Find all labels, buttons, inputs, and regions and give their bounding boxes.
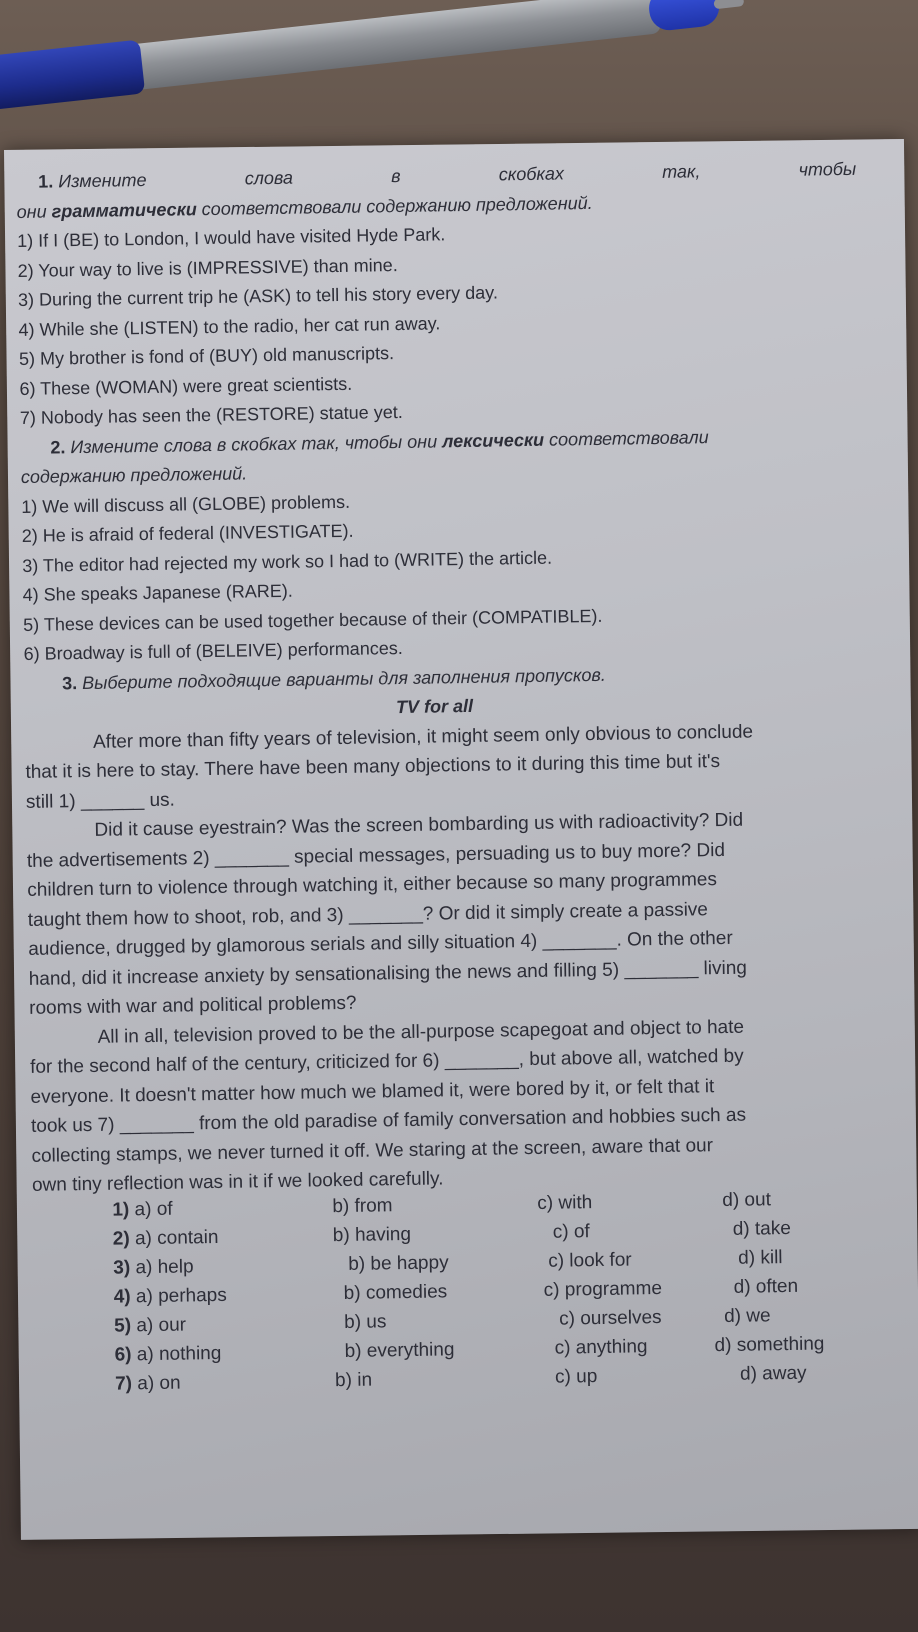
- text-line: for the second half of the century, criticized for 6) _______, but above all, watched by: [29, 1045, 744, 1078]
- worksheet-text: [16, 154, 915, 1403]
- option-a-text: a) help: [135, 1255, 194, 1278]
- ex1-heading-word: Измените: [58, 169, 147, 192]
- ex2-heading-line2: содержанию предложений.: [20, 463, 248, 487]
- text-line: All in all, television proved to be the all-purpose scapegoat and object to hate: [97, 1016, 745, 1048]
- pen-tip: [713, 0, 744, 9]
- ex1-item: 6) These (WOMAN) were great scientists.: [19, 373, 353, 399]
- text-line: took us 7) _______ from the old paradise of family conversation and hobbies such as: [30, 1104, 747, 1137]
- ex1-item: 3) During the current trip he (ASK) to tell his story every day.: [17, 282, 499, 310]
- ex1-item: 4) While she (LISTEN) to the radio, her cat run away.: [18, 312, 441, 340]
- option-c: c) with: [537, 1191, 593, 1214]
- ex1-heading-word: в: [390, 165, 401, 187]
- option-c: c) anything: [554, 1335, 648, 1359]
- option-a-text: a) contain: [134, 1226, 219, 1249]
- option-c: c) look for: [548, 1248, 632, 1272]
- text-line: children turn to violence through watching it, either because so many programmes: [27, 869, 718, 901]
- ex3-number: 3.: [61, 672, 78, 693]
- option-a: [114, 1314, 186, 1337]
- text-line: taught them how to shoot, rob, and 3) _______? Or did it simply create a passive: [27, 898, 709, 931]
- pen-cap: [647, 0, 721, 32]
- option-b: b) having: [332, 1223, 412, 1246]
- ex1-heading-word: так,: [661, 161, 701, 182]
- ex2-item: 3) The editor had rejected my work so I had to (WRITE) the article.: [22, 547, 553, 576]
- ex1-item: 5) My brother is fond of (BUY) old manuscripts.: [18, 343, 395, 369]
- ex2-item: 2) He is afraid of federal (INVESTIGATE).: [21, 520, 354, 546]
- ex1-item: 7) Nobody has seen the (RESTORE) statue yet.: [19, 401, 403, 428]
- ex1-heading-start: они: [16, 200, 52, 222]
- ex2-item: 4) She speaks Japanese (RARE).: [22, 580, 293, 605]
- option-number: 5): [114, 1314, 132, 1337]
- option-a: [112, 1198, 173, 1221]
- text-line: audience, drugged by glamorous serials and silly situation 4) _______. On the other: [28, 927, 733, 960]
- ex2-item: 1) We will discuss all (GLOBE) problems.: [21, 491, 351, 517]
- option-b: b) be happy: [348, 1251, 449, 1275]
- option-a: [115, 1372, 181, 1395]
- option-d: d) take: [732, 1217, 792, 1240]
- ex3-title: TV for all: [395, 695, 474, 718]
- option-number: 2): [112, 1227, 130, 1250]
- option-a-text: a) perhaps: [135, 1284, 227, 1307]
- option-c: c) up: [554, 1365, 598, 1388]
- text-line: collecting stamps, we never turned it off. We staring at the screen, aware that our: [31, 1134, 714, 1167]
- ex2-heading-start: Измените слова в скобках так, чтобы они: [70, 430, 443, 457]
- text-line: that it is here to stay. There have been many objections to it during this time but it's: [25, 751, 721, 783]
- option-number: 1): [112, 1198, 130, 1221]
- ex2-number: 2.: [50, 436, 66, 457]
- option-a-text: a) of: [134, 1198, 173, 1220]
- option-d: d) we: [723, 1304, 771, 1327]
- option-b: b) comedies: [343, 1280, 448, 1304]
- option-number: 3): [113, 1256, 131, 1279]
- ex1-heading-word: чтобы: [798, 158, 857, 180]
- option-number: 4): [113, 1285, 131, 1308]
- option-number: 7): [114, 1372, 133, 1395]
- text-line: everyone. It doesn't matter how much we blamed it, were bored by it, or felt that it: [30, 1075, 715, 1108]
- option-c: c) of: [552, 1220, 590, 1243]
- text-line: still 1) ______ us.: [25, 789, 176, 813]
- option-a: [114, 1342, 221, 1366]
- ex1-heading-word: слова: [244, 167, 294, 189]
- ex2-item: 5) These devices can be used together because of their (COMPATIBLE).: [23, 605, 603, 635]
- text-line: Did it cause eyestrain? Was the screen bombarding us with radioactivity? Did: [94, 809, 744, 841]
- option-a: [113, 1256, 194, 1279]
- option-c: c) programme: [543, 1277, 663, 1301]
- text-line: own tiny reflection was in it if we looked carefully.: [31, 1168, 444, 1196]
- option-a: [113, 1226, 219, 1250]
- ex3-heading-text: Выберите подходящие варианты для заполнения пропусков.: [81, 664, 606, 693]
- option-b: b) us: [344, 1310, 387, 1333]
- option-d: d) away: [739, 1362, 807, 1385]
- option-a: [114, 1284, 227, 1308]
- ex1-item: 1) If I (BE) to London, I would have visited Hyde Park.: [16, 224, 446, 251]
- option-a-text: a) our: [136, 1313, 187, 1336]
- ex1-item: 2) Your way to live is (IMPRESSIVE) than mine.: [17, 254, 398, 281]
- option-number: 6): [114, 1343, 132, 1366]
- text-line: After more than fifty years of television, it might seem only obvious to conclude: [92, 720, 754, 753]
- option-c: c) ourselves: [558, 1306, 662, 1330]
- ex1-number: 1.: [38, 171, 54, 192]
- text-line: hand, did it increase anxiety by sensationalising the news and filling 5) _______ living: [28, 957, 748, 990]
- ex2-item: 6) Broadway is full of (BELEIVE) performances.: [23, 637, 403, 664]
- option-b: b) in: [334, 1369, 373, 1391]
- option-d: d) something: [714, 1332, 825, 1356]
- option-a-text: a) on: [137, 1372, 181, 1394]
- option-b: b) everything: [344, 1338, 455, 1362]
- text-line: rooms with war and political problems?: [29, 992, 357, 1019]
- ex1-heading-bold: грамматически: [51, 198, 197, 221]
- ex2-heading-bold: лексически: [441, 429, 545, 451]
- text-line: the advertisements 2) _______ special messages, persuading us to buy more? Did: [26, 839, 726, 872]
- option-a-text: a) nothing: [136, 1342, 222, 1365]
- ex2-heading-end: соответствовали: [543, 426, 709, 450]
- ex1-heading-end: соответствовали содержанию предложений.: [196, 192, 593, 219]
- ex1-heading-word: скобках: [498, 163, 565, 185]
- option-b: b) from: [332, 1194, 393, 1217]
- option-d: d) out: [722, 1188, 772, 1211]
- option-d: d) kill: [738, 1246, 783, 1269]
- option-d: d) often: [733, 1275, 799, 1298]
